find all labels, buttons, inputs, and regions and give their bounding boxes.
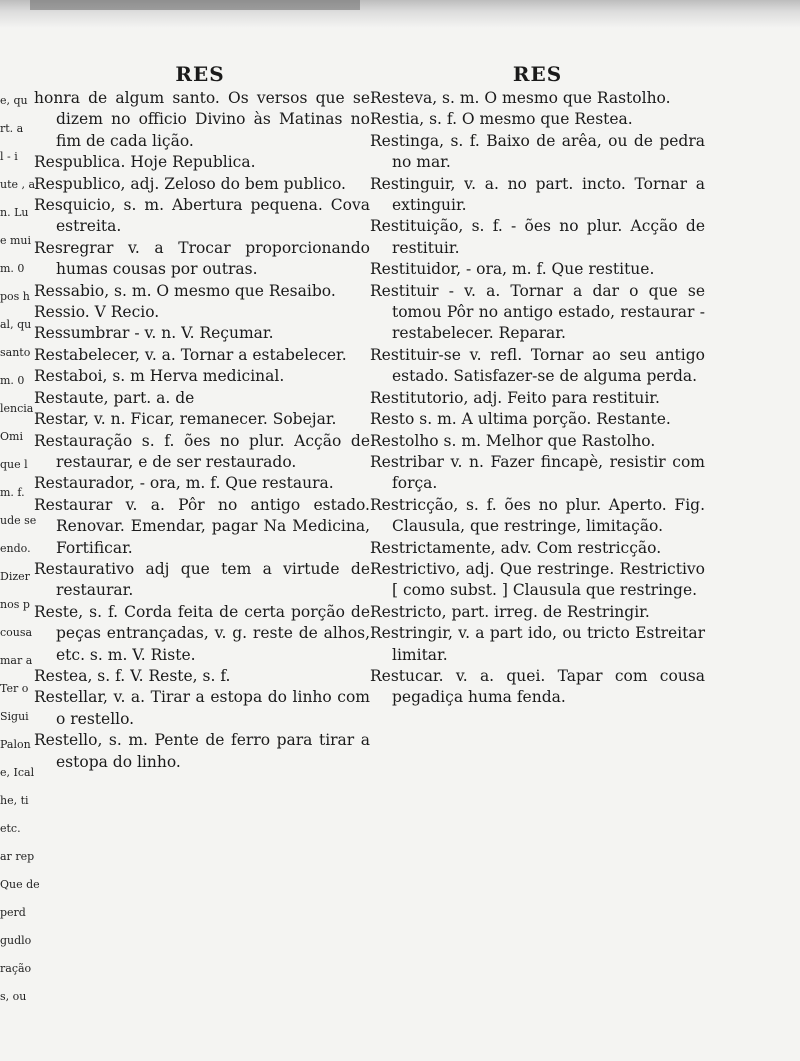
right-entry: Restituição, s. f. - ões no plur. Acção de restituir. xyxy=(370,217,705,257)
right-entry: Resteva, s. m. O mesmo que Rastolho. xyxy=(370,89,671,107)
right-entry: Restinga, s. f. Baixo de arêa, ou de pedra no mar. xyxy=(370,131,705,172)
gutter-fragment: ar rep xyxy=(0,850,35,863)
right-entry: Restringir, v. a part ido, ou tricto Estreitar limitar. xyxy=(370,624,705,664)
left-entry: Ressio. V Recio. xyxy=(34,303,160,322)
gutter-fragment: Palon xyxy=(0,738,31,751)
gutter-fragment: perd xyxy=(0,906,26,919)
gutter-fragments xyxy=(0,94,40,1035)
gutter-fragment: mar a xyxy=(0,654,33,667)
gutter-fragment: ute , a xyxy=(0,178,36,191)
gutter-fragment: etc. xyxy=(0,822,21,835)
right-entry: Restituir-se v. refl. Tornar ao seu antigo estado. Satisfazer-se de alguma perda. xyxy=(370,345,705,386)
left-entry: Resregrar v. a Trocar proporcionando humas cousas por outras. xyxy=(34,238,370,279)
left-entry: Restaurador, - ora, m. f. Que restaura. xyxy=(34,474,334,493)
right-entry: Restricção, s. f. ões no plur. Aperto. Fig. Clausula, que restringe, limitação. xyxy=(370,495,705,536)
gutter-fragment: ude se xyxy=(0,514,37,527)
gutter-fragment: nos p xyxy=(0,598,30,611)
gutter-fragment: he, ti xyxy=(0,794,29,807)
right-entry: Restitutorio, adj. Feito para restituir. xyxy=(370,388,660,407)
gutter-fragment: que l xyxy=(0,458,28,471)
left-entry: Restabelecer, v. a. Tornar a estabelecer. xyxy=(34,345,347,364)
gutter-fragment: l - i xyxy=(0,150,18,163)
gutter-fragment: santo xyxy=(0,346,31,359)
left-entry: Respublica. Hoje Republica. xyxy=(34,153,256,172)
gutter-fragment: s, ou xyxy=(0,990,27,1003)
gutter-fragment: Que de xyxy=(0,878,40,891)
gutter-fragment: Sigui xyxy=(0,710,29,723)
gutter-fragment: gudlo xyxy=(0,934,32,947)
left-entry: Restauração s. f. ões no plur. Acção de restaurar, e de ser restaurado. xyxy=(34,431,370,471)
gutter-fragment: Omi xyxy=(0,430,23,443)
left-column xyxy=(30,60,370,773)
right-entry: Restribar v. n. Fazer fincapè, resistir com força. xyxy=(370,452,705,493)
gutter-fragment: m. f. xyxy=(0,486,25,499)
right-column xyxy=(370,60,705,709)
right-entry: Restrictamente, adv. Com restricção. xyxy=(370,538,662,557)
left-entry: honra de algum santo. Os versos que se dizem no officio Divino às Matinas no fim de cada lição. xyxy=(34,89,370,150)
gutter-fragment: Dizer xyxy=(0,570,30,583)
gutter-fragment: e, qu xyxy=(0,94,28,107)
left-entry: Ressumbrar - v. n. V. Reçumar. xyxy=(34,324,274,343)
gutter-fragment: m. 0 xyxy=(0,262,25,275)
left-entry: Respublico, adj. Zeloso do bem publico. xyxy=(34,174,346,193)
right-entry: Restricto, part. irreg. de Restringir. xyxy=(370,602,650,621)
left-entry: Ressabio, s. m. O mesmo que Resaibo. xyxy=(34,281,336,300)
gutter-fragment: e, Ical xyxy=(0,766,35,779)
left-entry: Restello, s. m. Pente de ferro para tirar a estopa do linho. xyxy=(34,731,370,771)
right-entry: Restucar. v. a. quei. Tapar com cousa pegadiça huma fenda. xyxy=(370,666,705,707)
right-entry: Resto s. m. A ultima porção. Restante. xyxy=(370,410,671,429)
right-entry: Restinguir, v. a. no part. incto. Tornar a extinguir. xyxy=(370,174,705,215)
gutter-fragment: m. 0 xyxy=(0,374,25,387)
right-entry: Restrictivo, adj. Que restringe. Restrictivo [ como subst. ] Clausula que restringe. xyxy=(370,559,705,600)
left-entry: Restellar, v. a. Tirar a estopa do linho com o restello. xyxy=(34,688,370,728)
left-entry: Restar, v. n. Ficar, remanecer. Sobejar. xyxy=(34,410,337,429)
gutter-fragment: lencia xyxy=(0,402,34,415)
scan-edge xyxy=(0,0,800,28)
gutter-fragment: n. Lu xyxy=(0,206,29,219)
left-entry: Resquicio, s. m. Abertura pequena. Cova estreita. xyxy=(34,196,370,236)
left-running-head: RES xyxy=(175,62,225,86)
gutter-fragment: rt. a xyxy=(0,122,24,135)
gutter-fragment: pos h xyxy=(0,290,30,303)
right-entry: Restituir - v. a. Tornar a dar o que se tomou Pôr no antigo estado, restaurar - restabelecer. Reparar. xyxy=(370,281,705,343)
gutter-fragment: endo. xyxy=(0,542,31,555)
gutter-fragment: Ter o xyxy=(0,682,29,695)
left-entry: Restaute, part. a. de xyxy=(34,388,195,407)
gutter-fragment: al, qu xyxy=(0,318,32,331)
right-entry: Restia, s. f. O mesmo que Restea. xyxy=(370,110,633,129)
gutter-fragment: cousa xyxy=(0,626,33,639)
left-entry: Restaboi, s. m Herva medicinal. xyxy=(34,367,285,386)
left-entry: Restaurar v. a. Pôr no antigo estado. Renovar. Emendar, pagar Na Medicina, Fortificar. xyxy=(34,495,370,557)
gutter-fragment: e mui xyxy=(0,234,32,247)
left-entry: Reste, s. f. Corda feita de certa porção de peças entrançadas, v. g. reste de alhos, etc. s. m. V. Riste. xyxy=(34,602,370,664)
left-entry: Restaurativo adj que tem a virtude de restaurar. xyxy=(34,559,370,600)
left-entry: Restea, s. f. V. Reste, s. f. xyxy=(34,666,231,685)
right-entry: Restolho s. m. Melhor que Rastolho. xyxy=(370,431,656,450)
gutter-fragment: ração xyxy=(0,962,32,975)
right-entry: Restituidor, - ora, m. f. Que restitue. xyxy=(370,260,655,279)
right-running-head: RES xyxy=(512,62,563,86)
